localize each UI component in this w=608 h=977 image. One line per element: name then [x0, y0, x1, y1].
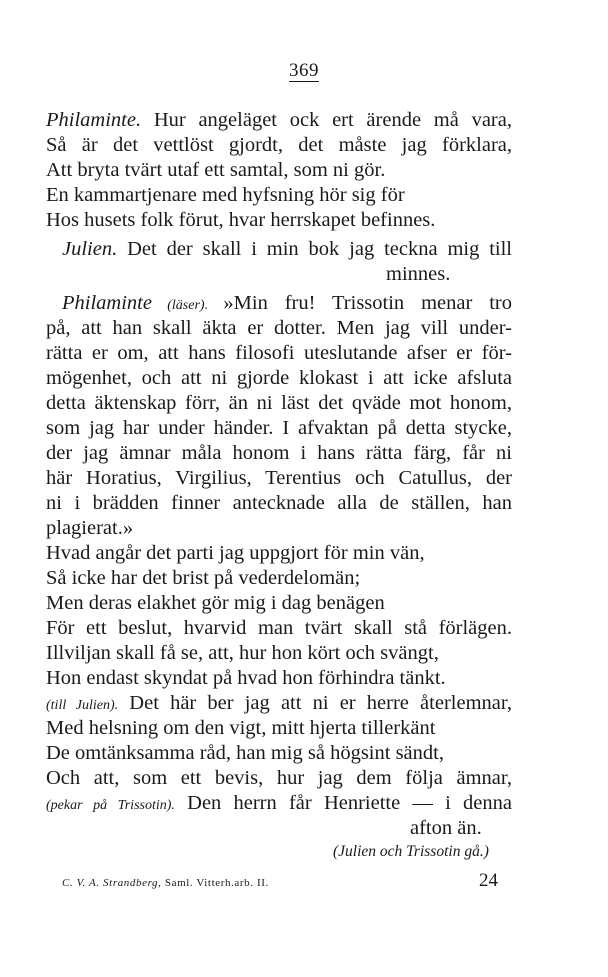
- verse-line: Men deras elakhet gör mig i dag benägen: [46, 592, 385, 614]
- prose-line: der jag ämnar måla honom i hans rätta färg, får ni: [46, 442, 512, 464]
- speaker-name: Philaminte: [62, 292, 152, 314]
- verse-line: För ett beslut, hvarvid man tvärt skall stå förlägen.: [46, 617, 512, 639]
- sheet-number: 24: [479, 870, 498, 891]
- verse-line: Illviljan skall få se, att, hur hon kört och svängt,: [46, 642, 439, 664]
- page-number: 369: [289, 60, 319, 81]
- verse-line: Hos husets folk förut, hvar herrskapet befinnes.: [46, 209, 436, 231]
- stage-direction: (läser).: [151, 298, 224, 313]
- prose-line: Philaminte (läser). »Min fru! Trissotin menar tro: [62, 292, 513, 314]
- verse-line: Julien. Det der skall i min bok jag teckna mig till: [62, 238, 512, 260]
- verse-line: (pekar på Trissotin). Den herrn får Henriette — i denna: [46, 792, 512, 814]
- prose-line: på, att han skall äkta er dotter. Men jag vill under-: [46, 317, 512, 339]
- verse-line: De omtänksamma råd, han mig så högsint sändt,: [46, 742, 444, 764]
- speaker-name: Julien.: [62, 238, 118, 260]
- verse-line: Så är det vettlöst gjordt, det måste jag förklara,: [46, 134, 512, 156]
- verse-line: En kammartjenare med hyfsning hör sig för: [46, 184, 405, 206]
- verse-line-continuation: afton än.: [410, 817, 482, 839]
- footer-signature: C. V. A. Strandberg, Saml. Vitterh.arb. II.: [62, 877, 269, 889]
- speaker-name: Philaminte.: [46, 109, 142, 131]
- prose-line: mögenhet, och att ni gjorde klokast i att icke afsluta: [46, 367, 512, 389]
- prose-line: plagierat.»: [46, 517, 134, 539]
- verse-line-continuation: minnes.: [386, 263, 451, 285]
- verse-line: Att bryta tvärt utaf ett samtal, som ni gör.: [46, 159, 386, 181]
- verse-line: Med helsning om den vigt, mitt hjerta tillerkänt: [46, 717, 436, 739]
- verse-line: (till Julien). Det här ber jag att ni er herre återlemnar,: [46, 692, 512, 714]
- verse-line: Så icke har det brist på vederdelomän;: [46, 567, 361, 589]
- prose-line: här Horatius, Virgilius, Terentius och Catullus, der: [46, 467, 512, 489]
- stage-direction: (pekar på Trissotin).: [46, 798, 175, 813]
- verse-line: Och att, som ett bevis, hur jag dem följa ämnar,: [46, 767, 512, 789]
- stage-direction-exit: (Julien och Trissotin gå.): [333, 843, 489, 860]
- prose-line: som jag har under händer. I afvaktan på detta stycke,: [46, 417, 512, 439]
- verse-line: Hvad angår det parti jag uppgjort för min vän,: [46, 542, 425, 564]
- stage-direction: (till Julien).: [46, 698, 119, 713]
- prose-line: ni i brädden finner antecknade alla de ställen, han: [46, 492, 512, 514]
- verse-line: Hon endast skyndat på hvad hon förhindra tänkt.: [46, 667, 446, 689]
- prose-line: rätta er om, att hans filosofi uteslutande afser er för-: [46, 342, 512, 364]
- prose-line: detta äktenskap förr, än ni läst det qväde mot honom,: [46, 392, 512, 414]
- verse-line: Philaminte. Hur angeläget ock ert ärende må vara,: [46, 109, 512, 131]
